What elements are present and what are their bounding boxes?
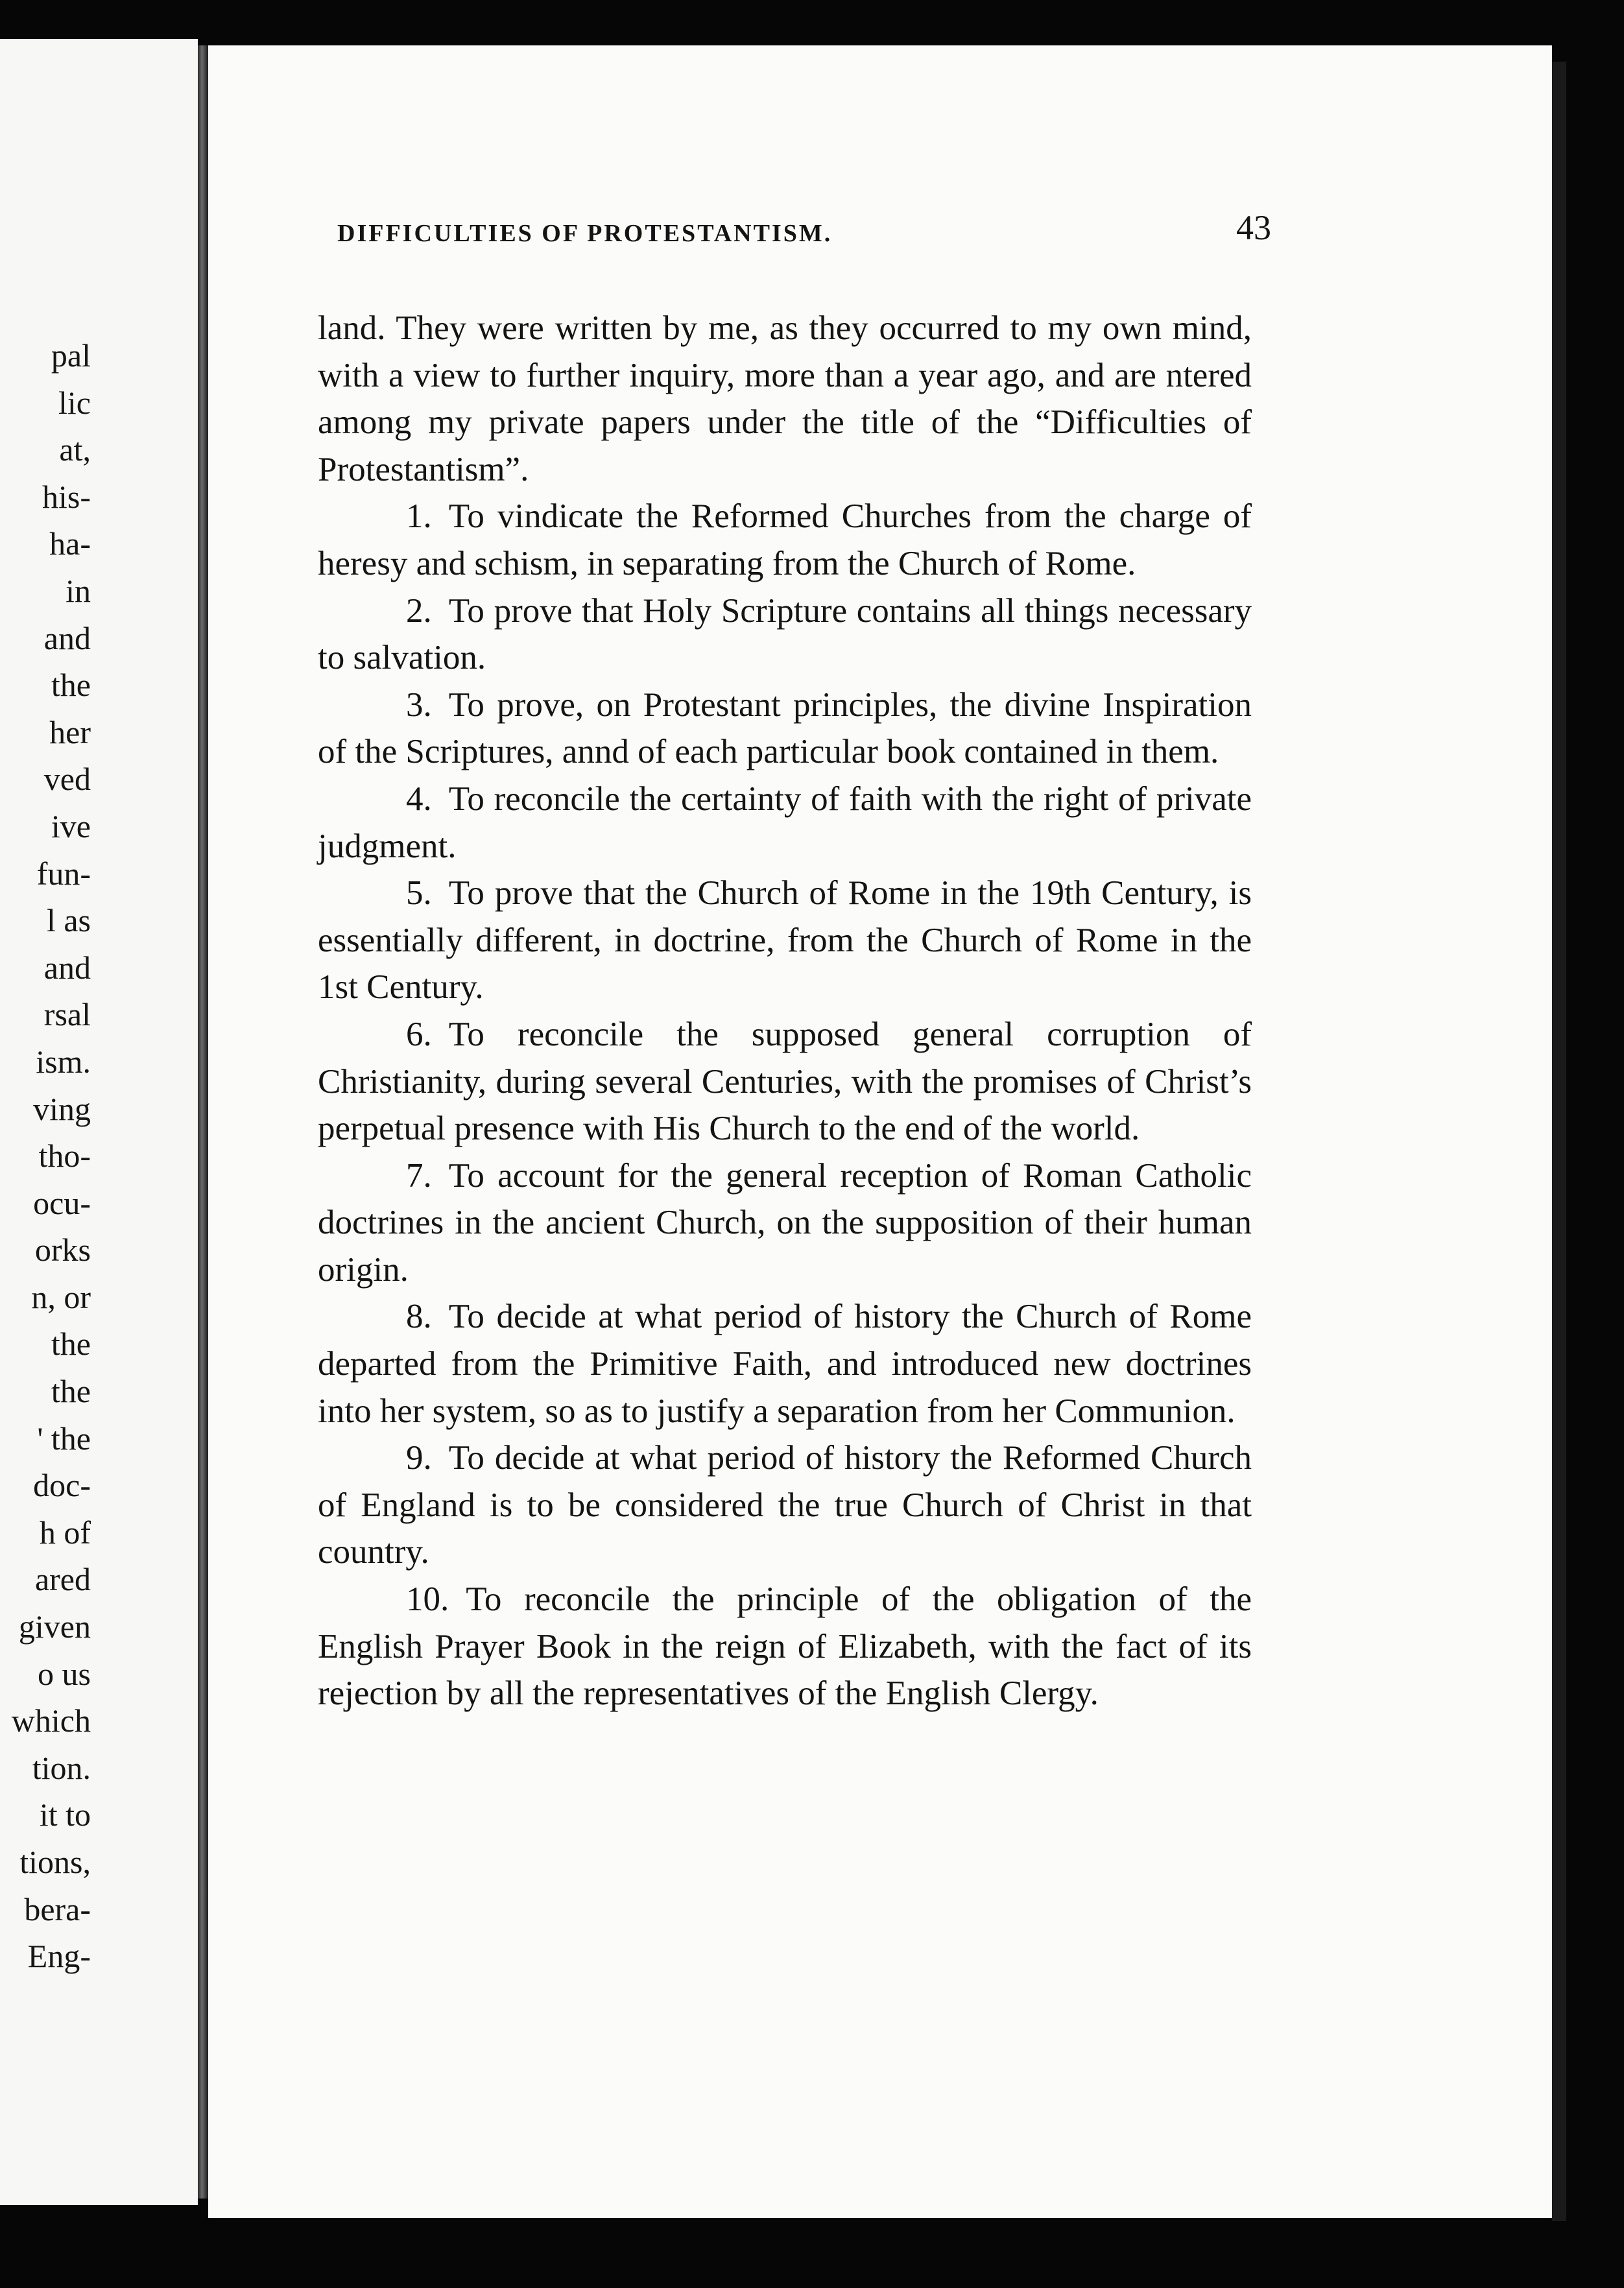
line-fragment: ocu-	[33, 1184, 91, 1221]
line-fragment: ha-	[49, 525, 91, 562]
line-fragment: ved	[43, 761, 91, 798]
left-page-line-endings	[0, 332, 91, 1980]
item-text: To vindicate the Reformed Churches from the charge of heresy and schism, in separating from the Church of Rome.	[318, 497, 1252, 582]
line-fragment: and	[43, 619, 91, 656]
line-fragment: rsal	[43, 996, 91, 1033]
line-fragment: tions,	[19, 1844, 91, 1880]
list-item	[318, 493, 1252, 587]
line-fragment: Eng-	[27, 1938, 91, 1975]
line-fragment: tho-	[38, 1138, 91, 1174]
list-item	[318, 1011, 1252, 1152]
book-gutter	[198, 45, 208, 2199]
item-text: To prove that Holy Scripture contains all things necessary to salvation.	[318, 591, 1252, 677]
line-fragment: ving	[33, 1090, 91, 1127]
line-fragment: orks	[34, 1232, 91, 1269]
item-number: 6.	[406, 1015, 432, 1053]
line-fragment: which	[11, 1702, 91, 1739]
list-item	[318, 870, 1252, 1011]
item-text: To reconcile the supposed general corruption of Christianity, during several Centuries, with the promises of Christ’s perpetual presence with His Church to the end of the world.	[318, 1015, 1252, 1148]
line-fragment: and	[43, 949, 91, 986]
line-fragment: l as	[46, 902, 91, 939]
line-fragment: ' the	[37, 1420, 91, 1457]
item-text: To prove, on Protestant principles, the divine Inspiration of the Scriptures, annd of each particular book contained in them.	[318, 685, 1252, 771]
item-text: To account for the general reception of Roman Catholic doctrines in the ancient Church, on the supposition of their human origin.	[318, 1156, 1252, 1289]
line-fragment: his-	[42, 478, 91, 515]
item-number: 8.	[406, 1298, 432, 1336]
list-item	[318, 1435, 1252, 1576]
list-item	[318, 1293, 1252, 1435]
list-item	[318, 682, 1252, 776]
item-number: 7.	[406, 1156, 432, 1195]
item-number: 2.	[406, 591, 432, 630]
line-fragment: ive	[51, 807, 91, 844]
intro-paragraph: land. They were written by me, as they occurred to my own mind, with a view to further inquiry, more than a year ago, and are ntered among my private papers under the title of the “Difficulties of Protestantism”.	[318, 309, 1252, 488]
item-text: To prove that the Church of Rome in the 19th Century, is essentially different, in doctrine, from the Church of Rome in the 1st Century.	[318, 874, 1252, 1007]
running-title: DIFFICULTIES OF PROTESTANTISM.	[337, 220, 833, 247]
line-fragment: pal	[51, 337, 91, 374]
line-fragment: doc-	[33, 1467, 91, 1504]
page-header	[337, 206, 1271, 258]
page-edge-shadow	[1552, 62, 1566, 2221]
line-fragment: the	[51, 667, 91, 704]
item-text: To reconcile the certainty of faith with the right of private judgment.	[318, 780, 1252, 865]
line-fragment: ism.	[36, 1043, 91, 1080]
line-fragment: her	[49, 713, 91, 750]
left-page	[0, 39, 198, 2205]
list-item	[318, 1152, 1252, 1294]
line-fragment: bera-	[24, 1890, 91, 1927]
line-fragment: ared	[34, 1561, 91, 1598]
item-number: 4.	[406, 780, 432, 818]
line-fragment: at,	[59, 431, 91, 468]
item-text: To decide at what period of history the Reformed Church of England is to be considered the true Church of Christ in that country.	[318, 1439, 1252, 1571]
item-number: 9.	[406, 1439, 432, 1477]
line-fragment: o us	[38, 1655, 91, 1692]
line-fragment: h of	[39, 1514, 91, 1551]
line-fragment: the	[51, 1373, 91, 1410]
item-number: 3.	[406, 685, 432, 724]
item-text: To reconcile the principle of the obligation of the English Prayer Book in the reign of Elizabeth, with the fact of its rejection by all the representatives of the English Clergy.	[318, 1580, 1252, 1713]
page-number: 43	[1236, 208, 1271, 247]
line-fragment: in	[66, 572, 91, 609]
line-fragment: the	[51, 1326, 91, 1363]
line-fragment: lic	[58, 384, 91, 421]
page-body	[318, 305, 1252, 1717]
list-item	[318, 588, 1252, 682]
line-fragment: it to	[39, 1796, 91, 1833]
list-item	[318, 776, 1252, 870]
line-fragment: given	[18, 1608, 91, 1645]
line-fragment: tion.	[32, 1749, 91, 1786]
line-fragment: fun-	[36, 855, 91, 892]
line-fragment: n, or	[31, 1278, 91, 1315]
item-number: 5.	[406, 874, 432, 912]
item-number: 10.	[406, 1580, 449, 1619]
item-number: 1.	[406, 497, 432, 536]
list-item	[318, 1576, 1252, 1717]
item-text: To decide at what period of history the Church of Rome departed from the Primitive Faith, and introduced new doctrines into her system, so as to justify a separation from her Communion.	[318, 1298, 1252, 1430]
